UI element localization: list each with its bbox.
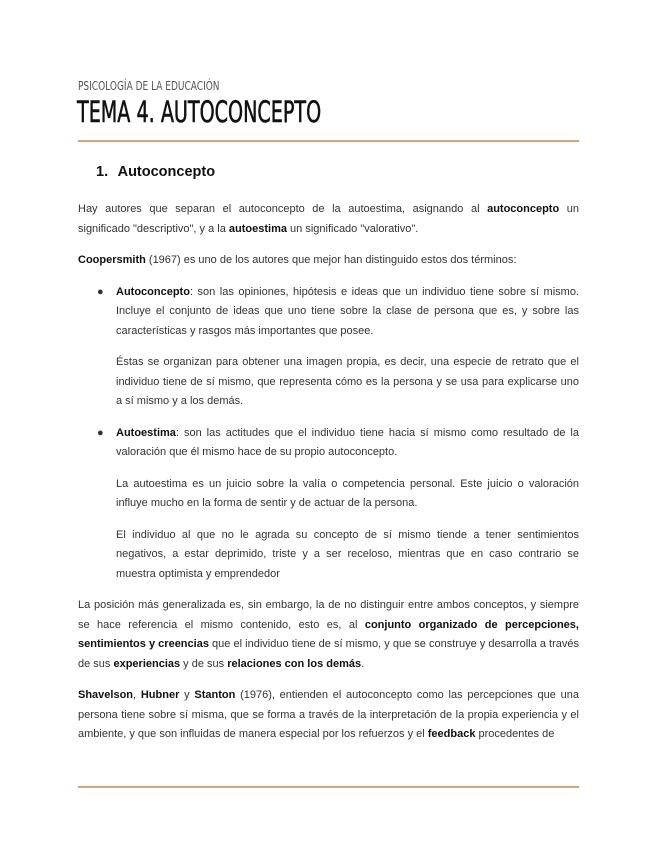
text-run: : son las opiniones, hipótesis e ideas que un individuo tiene sobre sí mismo. Incluye el conjunto de ideas que uno tiene sobre la clase de persona que es, y sobre las características y rasgos más importantes que posee. xyxy=(116,285,579,337)
paragraph-intro xyxy=(78,200,579,239)
bullet-icon: ● xyxy=(97,426,104,439)
bold-term: feedback xyxy=(427,728,476,740)
bold-term: Autoconcepto xyxy=(116,285,190,298)
page-title: TEMA 4. AUTOCONCEPTO xyxy=(77,95,322,129)
text-run: (1976), entienden el autoconcepto como las percepciones que una persona tiene sobre sí misma, que se forma a través de la interpretación de la propia experiencia y el ambiente, y que son influidas de manera especial por los refuerzos y el xyxy=(78,689,579,740)
list-item xyxy=(78,283,579,412)
text-run: , xyxy=(133,689,141,701)
text-run: procedentes de xyxy=(475,728,555,740)
footer-divider xyxy=(78,786,579,788)
text-run: Hay autores que separan el autoconcepto de la autoestima, asignando al xyxy=(78,203,488,215)
text-run: y de sus xyxy=(180,657,228,670)
text-run: . xyxy=(361,657,365,670)
header-divider xyxy=(78,140,579,142)
bold-term: Autoestima xyxy=(116,426,176,439)
bold-term: Shavelson xyxy=(78,689,134,701)
paragraph-shavelson xyxy=(78,686,579,745)
text-run: : son las actitudes que el individuo tiene hacia sí mismo como resultado de la valoración que él mismo hace de su propio autoconcepto. xyxy=(116,426,579,458)
text-run: y xyxy=(179,689,195,701)
text-run: un significado "descriptivo", y a la xyxy=(78,203,579,235)
section-title: Autoconcepto xyxy=(117,164,216,180)
bullet-icon: ● xyxy=(97,285,104,298)
bold-term: autoestima xyxy=(228,222,287,235)
section-number: 1. xyxy=(96,164,109,180)
bold-term: relaciones con los demás xyxy=(227,657,362,670)
list-item-paragraph: El individuo al que no le agrada su concepto de sí mismo tiende a tener sentimientos negativos, a estar deprimido, triste y a ser receloso, mientras que en caso contrario se muestra optimista y emprendedor xyxy=(116,528,579,580)
definitions-list xyxy=(78,283,579,585)
paragraph-coopersmith xyxy=(78,251,579,271)
text-run: un significado "valorativo". xyxy=(286,222,419,235)
list-item xyxy=(78,424,579,585)
paragraph-general xyxy=(78,596,579,674)
text-run: La posición más generalizada es, sin embargo, la de no distinguir entre ambos conceptos, y siempre se hace referencia el mismo contenido, esto es, al xyxy=(78,599,579,631)
bold-term: Coopersmith xyxy=(78,254,146,266)
bold-term: autoconcepto xyxy=(487,203,560,215)
list-item-paragraph: La autoestima es un juicio sobre la valía o competencia personal. Este juicio o valoración influye mucho en la forma de sentir y de actuar de la persona. xyxy=(116,477,579,509)
course-subtitle: PSICOLOGÍA DE LA EDUCACIÓN xyxy=(78,78,220,93)
bold-term: Stanton xyxy=(194,689,236,701)
bold-term: experiencias xyxy=(113,657,181,670)
bold-term: conjunto organizado de percepciones, sentimientos y creencias xyxy=(78,618,579,650)
section-heading xyxy=(96,164,215,180)
text-run: que el individuo tiene de sí mismo, y que se construye y desarrolla a través de sus xyxy=(78,638,579,670)
text-run: (1967) es uno de los autores que mejor han distinguido estos dos términos: xyxy=(145,254,517,266)
list-item-paragraph: Éstas se organizan para obtener una imagen propia, es decir, una especie de retrato que el individuo tiene de sí mismo, que representa cómo es la persona y se usa para explicarse uno a sí mismo y a los demás. xyxy=(116,356,579,407)
bold-term: Hubner xyxy=(140,689,180,701)
body-content xyxy=(78,200,579,745)
